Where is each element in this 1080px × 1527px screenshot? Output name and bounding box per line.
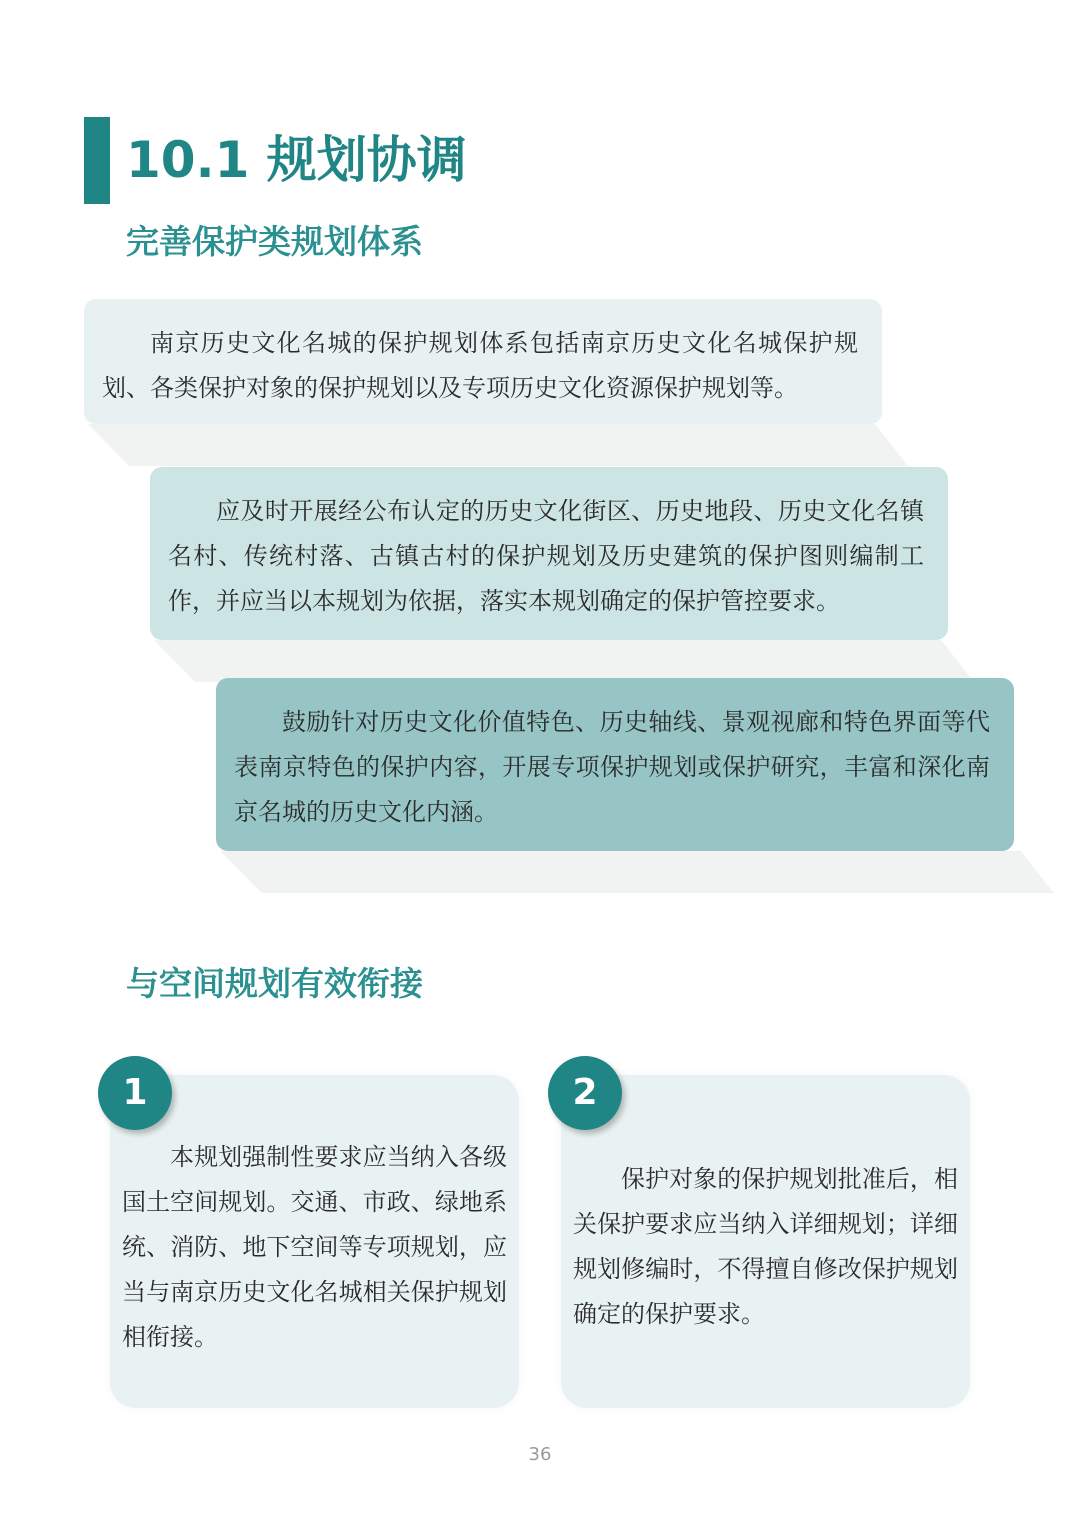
callout-box [84,299,882,424]
callout-shadow [154,640,974,682]
callout-box [150,467,948,640]
page-number: 36 [528,1444,552,1465]
callout-text: 鼓励针对历史文化价值特色、历史轴线、景观视廊和特色界面等代表南京特色的保护内容，开展专项保护规划或保护研究，丰富和深化南京名城的历史文化内涵。 [234,708,990,826]
number-badge: 2 [548,1056,622,1130]
callout-box [216,678,1014,851]
card-text: 本规划强制性要求应当纳入各级国土空间规划。交通、市政、绿地系统、消防、地下空间等专项规划，应当与南京历史文化名城相关保护规划相衔接。 [122,1143,507,1351]
callout-text: 应及时开展经公布认定的历史文化街区、历史地段、历史文化名镇名村、传统村落、古镇古村的保护规划及历史建筑的保护图则编制工作，并应当以本规划为依据，落实本规划确定的保护管控要求。 [168,497,924,615]
info-card [561,1075,970,1408]
number-badge: 1 [98,1056,172,1130]
callout-text: 南京历史文化名城的保护规划体系包括南京历史文化名城保护规划、各类保护对象的保护规划以及专项历史文化资源保护规划等。 [102,329,858,402]
section-title-spatial-planning: 与空间规划有效衔接 [126,964,423,1003]
card-text: 保护对象的保护规划批准后，相关保护要求应当纳入详细规划；详细规划修编时，不得擅自修改保护规划确定的保护要求。 [573,1165,958,1328]
callout-shadow [88,424,908,466]
title-accent-bar [84,117,110,204]
info-card [110,1075,519,1408]
section-title-planning-system: 完善保护类规划体系 [126,222,423,261]
callout-shadow [220,851,1054,893]
page-title: 10.1 规划协调 [126,131,467,189]
